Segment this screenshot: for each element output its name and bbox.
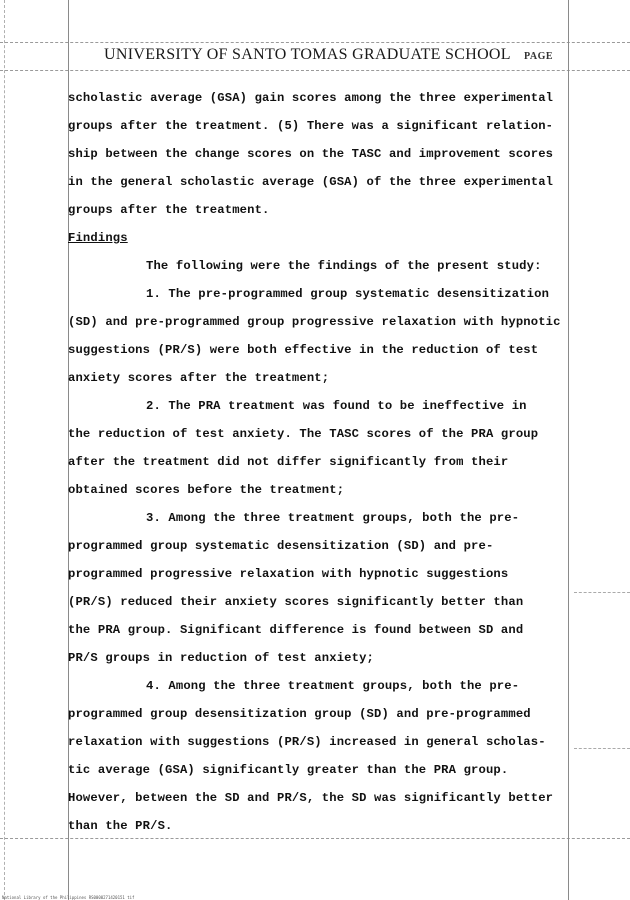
text-line: groups after the treatment. (5) There was a significant relation- — [68, 119, 554, 133]
finding-1-line: (SD) and pre-programmed group progressive relaxation with hypnotic — [68, 315, 561, 329]
page-header-title: UNIVERSITY OF SANTO TOMAS GRADUATE SCHOOL — [104, 46, 511, 63]
finding-2-line: 2. The PRA treatment was found to be ineffective in — [146, 399, 527, 413]
finding-3-line: PR/S groups in reduction of test anxiety; — [68, 651, 375, 665]
findings-heading: Findings — [68, 231, 128, 245]
finding-3-line: the PRA group. Significant difference is found between SD and — [68, 623, 524, 637]
finding-4-line: than the PR/S. — [68, 819, 173, 833]
finding-1-line: 1. The pre-programmed group systematic desensitization — [146, 287, 550, 301]
finding-2-line: after the treatment did not differ significantly from their — [68, 455, 509, 469]
finding-4-line: relaxation with suggestions (PR/S) increased in general scholas- — [68, 735, 546, 749]
right-margin-mark — [574, 592, 630, 593]
finding-4-line: However, between the SD and PR/S, the SD was significantly better — [68, 791, 554, 805]
finding-2-line: the reduction of test anxiety. The TASC scores of the PRA group — [68, 427, 539, 441]
finding-1-line: anxiety scores after the treatment; — [68, 371, 330, 385]
page-number-label: PAGE — [524, 51, 554, 62]
header-underline-rule — [0, 70, 630, 71]
far-left-edge-line — [4, 0, 5, 900]
finding-4-line: 4. Among the three treatment groups, both the pre- — [146, 679, 520, 693]
finding-1-line: suggestions (PR/S) were both effective in the reduction of test — [68, 343, 539, 357]
finding-3-line: programmed group systematic desensitization (SD) and pre- — [68, 539, 494, 553]
findings-intro: The following were the findings of the present study: — [146, 259, 542, 273]
scan-footer-caption: National Library of the Philippines RS0000271420151 tif — [2, 895, 135, 900]
text-line: ship between the change scores on the TASC and improvement scores — [68, 147, 554, 161]
text-line: scholastic average (GSA) gain scores among the three experimental — [68, 91, 554, 105]
finding-3-line: programmed progressive relaxation with hypnotic suggestions — [68, 567, 509, 581]
top-margin-rule — [0, 42, 630, 43]
finding-3-line: 3. Among the three treatment groups, both the pre- — [146, 511, 520, 525]
finding-3-line: (PR/S) reduced their anxiety scores significantly better than — [68, 595, 524, 609]
finding-4-line: tic average (GSA) significantly greater than the PRA group. — [68, 763, 509, 777]
finding-4-line: programmed group desensitization group (SD) and pre-programmed — [68, 707, 531, 721]
text-line: groups after the treatment. — [68, 203, 270, 217]
right-margin-mark-lower — [574, 748, 630, 749]
text-line: in the general scholastic average (GSA) of the three experimental — [68, 175, 554, 189]
right-margin-line — [568, 0, 569, 900]
bottom-margin-rule — [0, 838, 630, 839]
finding-2-line: obtained scores before the treatment; — [68, 483, 345, 497]
